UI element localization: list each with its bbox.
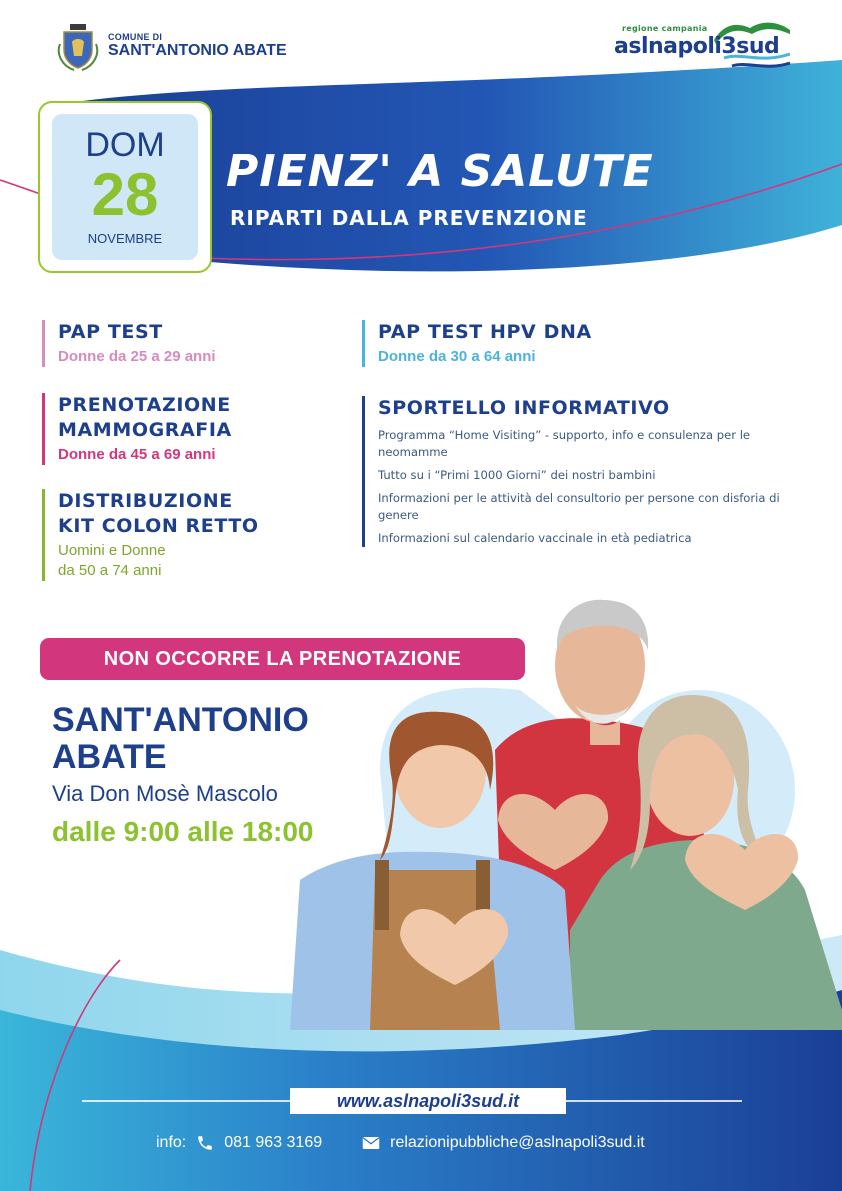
crest-icon bbox=[56, 20, 100, 72]
date-day-of-week: DOM bbox=[85, 126, 165, 164]
date-box-inner bbox=[52, 114, 198, 260]
date-box bbox=[38, 101, 212, 273]
event-hours: dalle 9:00 alle 18:00 bbox=[52, 816, 314, 847]
info-item: Programma “Home Visiting” - supporto, info e consulenza per le neomamme bbox=[378, 428, 751, 459]
mail-icon bbox=[362, 1134, 380, 1152]
service-mammografia bbox=[42, 393, 232, 465]
no-booking-banner: NON OCCORRE LA PRENOTAZIONE bbox=[40, 638, 525, 680]
info-item: Informazioni sul calendario vaccinale in età pediatrica bbox=[378, 531, 692, 545]
phone-number[interactable]: 081 963 3169 bbox=[224, 1134, 323, 1151]
service-target: Donne da 25 a 29 anni bbox=[58, 348, 216, 365]
phone-icon bbox=[196, 1134, 214, 1152]
event-street: Via Don Mosè Mascolo bbox=[52, 781, 278, 806]
info-item: Tutto su i “Primi 1000 Giorni” dei nostri bambini bbox=[378, 468, 656, 482]
service-title-line1: DISTRIBUZIONE bbox=[58, 490, 233, 512]
page-subtitle: RIPARTI DALLA PREVENZIONE bbox=[230, 206, 588, 230]
email-address[interactable]: relazionipubbliche@aslnapoli3sud.it bbox=[390, 1134, 645, 1151]
comune-name: SANT'ANTONIO ABATE bbox=[108, 42, 287, 59]
asl-logo bbox=[614, 18, 794, 74]
service-target bbox=[58, 541, 259, 581]
service-sportello-informativo bbox=[362, 396, 818, 547]
comune-label: COMUNE DI bbox=[108, 32, 163, 42]
info-label: info: bbox=[156, 1134, 187, 1151]
service-target: Donne da 30 a 64 anni bbox=[378, 348, 536, 365]
info-item: Informazioni per le attività del consultorio per persone con disforia di genere bbox=[378, 491, 780, 522]
asl-name: aslnapoli3sud bbox=[614, 34, 780, 59]
page-title: PIENZ' A SALUTE bbox=[226, 146, 654, 197]
event-place: SANT'ANTONIO ABATE bbox=[52, 701, 309, 776]
service-target-line2: da 50 a 74 anni bbox=[58, 562, 162, 579]
service-kit-colon-retto bbox=[42, 489, 259, 581]
contact-info bbox=[156, 1134, 645, 1152]
service-title: PAP TEST HPV DNA bbox=[378, 321, 592, 343]
service-title-line1: PRENOTAZIONE bbox=[58, 394, 231, 416]
service-pap-test bbox=[42, 320, 216, 367]
service-target-line1: Uomini e Donne bbox=[58, 542, 166, 559]
date-month: NOVEMBRE bbox=[87, 231, 163, 246]
service-title: SPORTELLO INFORMATIVO bbox=[378, 397, 670, 419]
asl-region: regione campania bbox=[622, 24, 708, 33]
date-day: 28 bbox=[91, 161, 159, 228]
comune-logo bbox=[56, 20, 287, 72]
website-link[interactable]: www.aslnapoli3sud.it bbox=[290, 1088, 566, 1114]
service-title-line2: KIT COLON RETTO bbox=[58, 515, 259, 537]
service-title: PAP TEST bbox=[58, 321, 163, 343]
service-target: Donne da 45 a 69 anni bbox=[58, 446, 216, 463]
service-title-line2: MAMMOGRAFIA bbox=[58, 419, 232, 441]
service-hpv-dna bbox=[362, 320, 592, 367]
